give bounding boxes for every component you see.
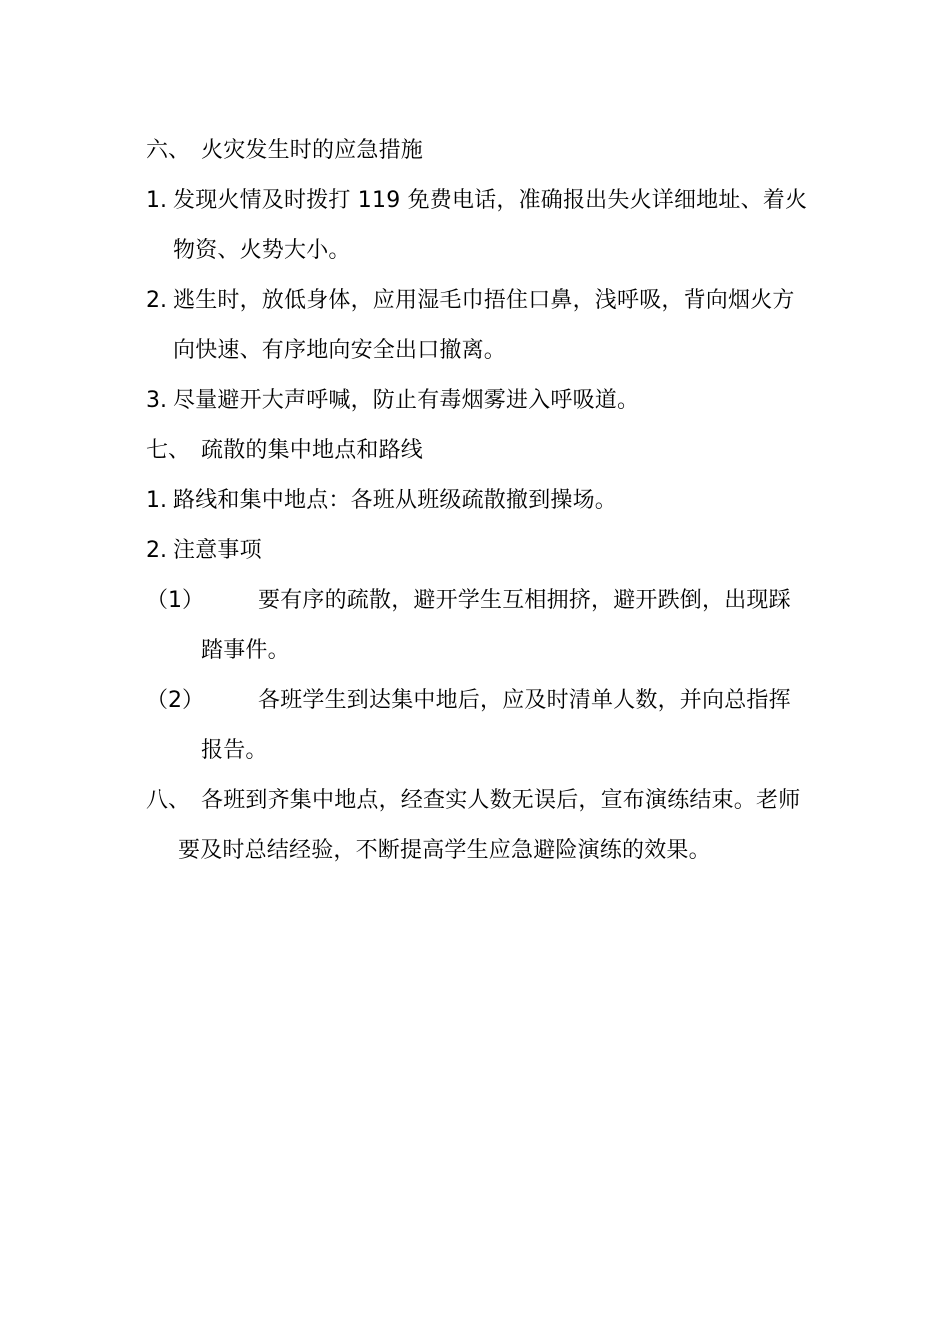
section7-item2-line1: 注意事项 [173,538,262,563]
section8-line2: 要及时总结经验，不断提高学生应急避险演练的效果。 [178,838,711,863]
section6-item1-line1: 发现火情及时拨打 119 免费电话，准确报出失火详细地址、着火 [173,188,808,213]
section8-line1: 各班到齐集中地点，经查实人数无误后，宣布演练结束。老师 [201,788,801,813]
section6-item3-number: 3. [146,388,167,413]
section7-title: 疏散的集中地点和路线 [201,438,424,463]
section7-subitem1-number: （1） [146,588,204,613]
section7-subitem2-line1: 各班学生到达集中地后，应及时清单人数，并向总指挥 [258,688,791,713]
section7-item2-number: 2. [146,538,167,563]
section6-item1-line2: 物资、火势大小。 [173,238,351,263]
section6-title: 火灾发生时的应急措施 [201,138,424,163]
section6-item2-line2: 向快速、有序地向安全出口撤离。 [173,338,507,363]
section6-item2-number: 2. [146,288,167,313]
section6-item1-number: 1. [146,188,167,213]
section6-item2-line1: 逃生时，放低身体，应用湿毛巾捂住口鼻，浅呼吸，背向烟火方 [173,288,795,313]
section7-subitem1-line1: 要有序的疏散，避开学生互相拥挤，避开跌倒，出现踩 [258,588,791,613]
section6-item3-line1: 尽量避开大声呼喊，防止有毒烟雾进入呼吸道。 [173,388,640,413]
section6-marker: 六、 [146,138,191,163]
section7-subitem2-line2: 报告。 [201,738,268,763]
section8-marker: 八、 [146,788,191,813]
section7-item1-number: 1. [146,488,167,513]
section7-subitem1-line2: 踏事件。 [201,638,290,663]
section7-subitem2-number: （2） [146,688,204,713]
section7-marker: 七、 [146,438,191,463]
section7-item1-line1: 路线和集中地点：各班从班级疏散撤到操场。 [173,488,618,513]
